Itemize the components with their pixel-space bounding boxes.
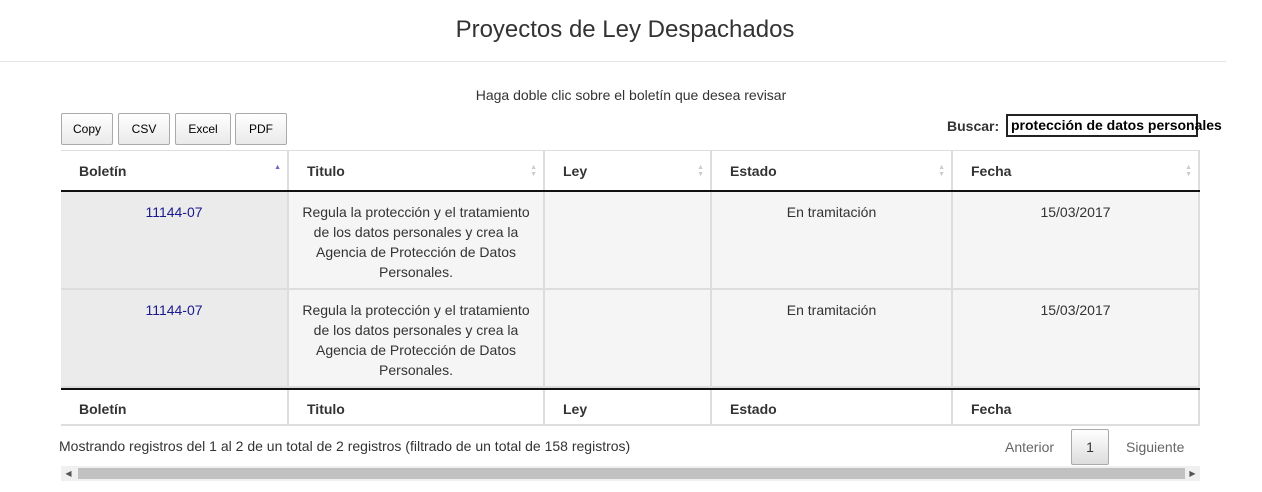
table-header	[61, 150, 1200, 192]
column-header-estado[interactable]	[712, 151, 953, 190]
scroll-left-icon[interactable]: ◀	[65, 469, 72, 478]
pagination-previous[interactable]: Anterior	[1005, 439, 1055, 455]
fecha-cell: 15/03/2017	[953, 192, 1200, 288]
sort-arrows-icon: ▲ ▼	[1185, 164, 1192, 178]
column-header-label: Titulo	[307, 163, 345, 179]
ley-cell	[545, 192, 712, 288]
boletin-cell	[61, 290, 289, 386]
page-title: Proyectos de Ley Despachados	[455, 16, 795, 43]
column-header-boletin[interactable]	[61, 151, 289, 190]
column-header-label: Ley	[563, 163, 588, 179]
sort-ascending-icon: ▲	[274, 164, 281, 171]
search-label: Buscar:	[947, 118, 1000, 134]
excel-button[interactable]: Excel	[175, 113, 231, 145]
search-input[interactable]: protección de datos personales	[1006, 114, 1198, 137]
column-header-label: Estado	[730, 163, 777, 179]
sort-arrows-icon: ▲ ▼	[530, 164, 537, 178]
table-footer	[61, 388, 1200, 426]
results-table	[61, 150, 1200, 426]
footer-ley: Ley	[545, 390, 712, 424]
footer-fecha: Fecha	[953, 390, 1200, 424]
boletin-link[interactable]: 11144-07	[145, 302, 203, 318]
footer-estado: Estado	[712, 390, 953, 424]
boletin-cell	[61, 192, 289, 288]
estado-cell: En tramitación	[712, 192, 953, 288]
pagination-page-1[interactable]: 1	[1071, 429, 1109, 465]
sort-arrows-icon: ▲ ▼	[697, 164, 704, 178]
column-header-titulo[interactable]	[289, 151, 545, 190]
titulo-cell: Regula la protección y el tratamiento de los datos personales y crea la Agencia de Protección de Datos Personales.	[289, 192, 545, 288]
column-header-label: Fecha	[971, 163, 1012, 179]
ley-cell	[545, 290, 712, 386]
pagination-next[interactable]: Siguiente	[1126, 439, 1185, 455]
horizontal-scrollbar[interactable]	[61, 466, 1200, 481]
table-row[interactable]	[61, 192, 1200, 290]
column-header-fecha[interactable]	[953, 151, 1200, 190]
scroll-right-icon[interactable]: ▶	[1189, 469, 1196, 478]
estado-cell: En tramitación	[712, 290, 953, 386]
scrollbar-thumb[interactable]	[78, 468, 1185, 479]
titulo-cell: Regula la protección y el tratamiento de los datos personales y crea la Agencia de Protección de Datos Personales.	[289, 290, 545, 386]
pdf-button[interactable]: PDF	[235, 113, 287, 145]
column-header-ley[interactable]	[545, 151, 712, 190]
footer-titulo: Titulo	[289, 390, 545, 424]
table-row[interactable]	[61, 290, 1200, 388]
column-header-label: Boletín	[79, 163, 127, 179]
page-header	[0, 0, 1226, 62]
records-info: Mostrando registros del 1 al 2 de un total de 2 registros (filtrado de un total de 158 registros)	[59, 438, 631, 454]
fecha-cell: 15/03/2017	[953, 290, 1200, 386]
copy-button[interactable]: Copy	[61, 113, 113, 145]
sort-arrows-icon: ▲ ▼	[938, 164, 945, 178]
double-click-hint: Haga doble clic sobre el boletín que desea revisar	[475, 87, 787, 103]
footer-boletin: Boletín	[61, 390, 289, 424]
boletin-link[interactable]: 11144-07	[145, 204, 203, 220]
csv-button[interactable]: CSV	[118, 113, 170, 145]
